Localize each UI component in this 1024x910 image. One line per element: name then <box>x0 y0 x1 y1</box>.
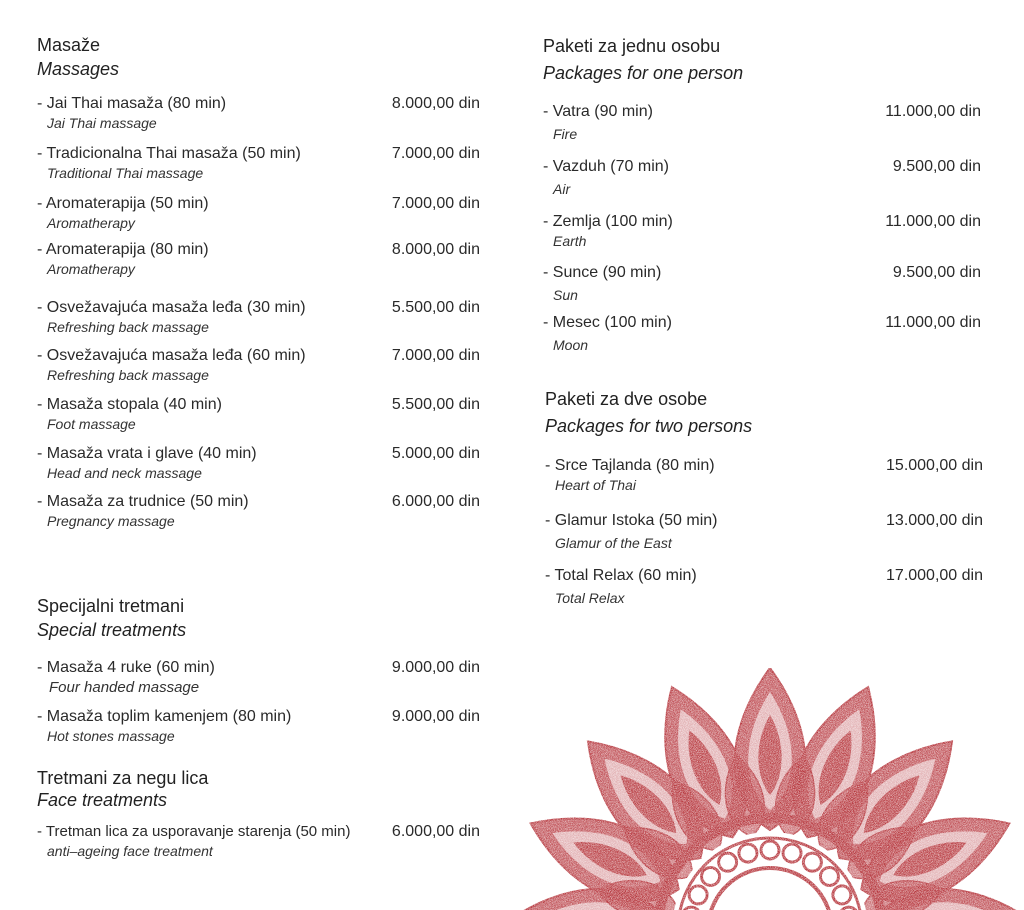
item-name: - Aromaterapija (50 min) <box>37 195 209 212</box>
item-english-name: Fire <box>553 126 578 142</box>
two-persons-subtitle: Packages for two persons <box>545 416 753 436</box>
one-person-subtitle: Packages for one person <box>543 63 744 83</box>
item-english-name: Refreshing back massage <box>47 367 209 383</box>
two-persons-title: Paketi za dve osobe <box>545 389 708 409</box>
two-persons-packages-section <box>545 387 983 612</box>
item-english-name: Total Relax <box>555 590 625 606</box>
item-name: - Jai Thai masaža (80 min) <box>37 95 227 112</box>
item-english-name: Traditional Thai massage <box>47 165 204 181</box>
list-item <box>37 491 480 531</box>
one-person-title: Paketi za jednu osobu <box>543 36 721 56</box>
item-english-name: Sun <box>553 287 578 303</box>
item-english-name: Air <box>553 181 571 197</box>
list-item <box>543 211 981 251</box>
one-person-packages-section <box>543 34 981 364</box>
item-price: 11.000,00 din <box>885 314 981 331</box>
item-name: - Srce Tajlanda (80 min) <box>545 457 715 474</box>
item-name: - Masaža vrata i glave (40 min) <box>37 445 257 462</box>
item-price: 11.000,00 din <box>885 103 981 120</box>
item-name: - Vazduh (70 min) <box>543 158 669 175</box>
item-name: - Mesec (100 min) <box>543 314 672 331</box>
item-english-name: Glamur of the East <box>555 535 672 551</box>
item-price: 8.000,00 din <box>391 95 480 112</box>
face-subtitle: Face treatments <box>37 790 168 810</box>
item-english-name: Earth <box>553 233 587 249</box>
item-price: 7.000,00 din <box>391 195 480 212</box>
list-item <box>545 565 983 608</box>
item-name: - Osvežavajuća masaža leđa (60 min) <box>37 347 306 364</box>
item-english-name: Head and neck massage <box>47 465 202 481</box>
list-item <box>543 156 981 199</box>
item-name: - Tradicionalna Thai masaža (50 min) <box>37 145 301 162</box>
item-english-name: Aromatherapy <box>47 261 135 277</box>
special-title: Specijalni tretmani <box>37 596 185 616</box>
item-price: 6.000,00 din <box>391 493 480 510</box>
item-name: - Vatra (90 min) <box>543 103 653 120</box>
list-item <box>37 239 480 279</box>
item-name: - Masaža toplim kamenjem (80 min) <box>37 708 292 725</box>
face-treatments-section <box>37 766 480 876</box>
face-title: Tretmani za negu lica <box>37 768 209 788</box>
item-name: - Sunce (90 min) <box>543 264 662 281</box>
list-item <box>37 706 480 746</box>
item-name: - Zemlja (100 min) <box>543 213 673 230</box>
item-price: 7.000,00 din <box>391 145 480 162</box>
item-english-name: Refreshing back massage <box>47 319 209 335</box>
list-item <box>37 394 480 434</box>
item-price: 5.500,00 din <box>391 396 480 413</box>
item-price: 13.000,00 din <box>886 512 983 529</box>
item-name: - Aromaterapija (80 min) <box>37 241 209 258</box>
item-price: 7.000,00 din <box>391 347 480 364</box>
item-english-name: Pregnancy massage <box>47 513 175 529</box>
massages-subtitle: Massages <box>37 59 120 79</box>
list-item <box>545 510 983 553</box>
item-price: 11.000,00 din <box>885 213 981 230</box>
special-subtitle: Special treatments <box>37 620 187 640</box>
item-name: - Osvežavajuća masaža leđa (30 min) <box>37 299 306 316</box>
massages-section <box>37 33 480 543</box>
item-price: 8.000,00 din <box>391 241 480 258</box>
item-name: - Masaža 4 ruke (60 min) <box>37 659 215 676</box>
item-name: - Total Relax (60 min) <box>545 567 697 584</box>
item-english-name: anti–ageing face treatment <box>47 843 213 859</box>
item-english-name: Four handed massage <box>49 679 200 696</box>
item-english-name: Hot stones massage <box>47 728 175 744</box>
item-price: 9.500,00 din <box>892 264 981 281</box>
item-name: - Masaža stopala (40 min) <box>37 396 222 413</box>
list-item <box>37 297 480 337</box>
item-name: - Glamur Istoka (50 min) <box>545 512 718 529</box>
list-item <box>545 455 983 495</box>
item-price: 5.000,00 din <box>391 445 480 462</box>
massages-title: Masaže <box>37 35 101 55</box>
item-english-name: Jai Thai massage <box>47 115 157 131</box>
item-price: 17.000,00 din <box>886 567 983 584</box>
list-item <box>37 93 480 133</box>
list-item <box>543 101 981 144</box>
list-item <box>37 657 480 697</box>
item-english-name: Moon <box>553 337 589 353</box>
list-item <box>543 312 981 355</box>
item-english-name: Aromatherapy <box>47 215 135 231</box>
list-item <box>37 443 480 483</box>
item-english-name: Foot massage <box>47 416 136 432</box>
item-price: 9.000,00 din <box>391 659 480 676</box>
mandala-ornament-icon <box>520 660 1020 910</box>
item-english-name: Heart of Thai <box>555 477 636 493</box>
item-name: - Tretman lica za usporavanje starenja (50 min) <box>37 823 351 840</box>
list-item <box>37 345 480 385</box>
item-price: 5.500,00 din <box>391 299 480 316</box>
list-item <box>37 821 480 861</box>
item-price: 9.000,00 din <box>391 708 480 725</box>
item-price: 15.000,00 din <box>886 457 983 474</box>
list-item <box>37 143 480 183</box>
special-treatments-section <box>37 594 480 754</box>
item-name: - Masaža za trudnice (50 min) <box>37 493 249 510</box>
item-price: 6.000,00 din <box>391 823 480 840</box>
item-price: 9.500,00 din <box>892 158 981 175</box>
list-item <box>543 262 981 305</box>
list-item <box>37 193 480 233</box>
